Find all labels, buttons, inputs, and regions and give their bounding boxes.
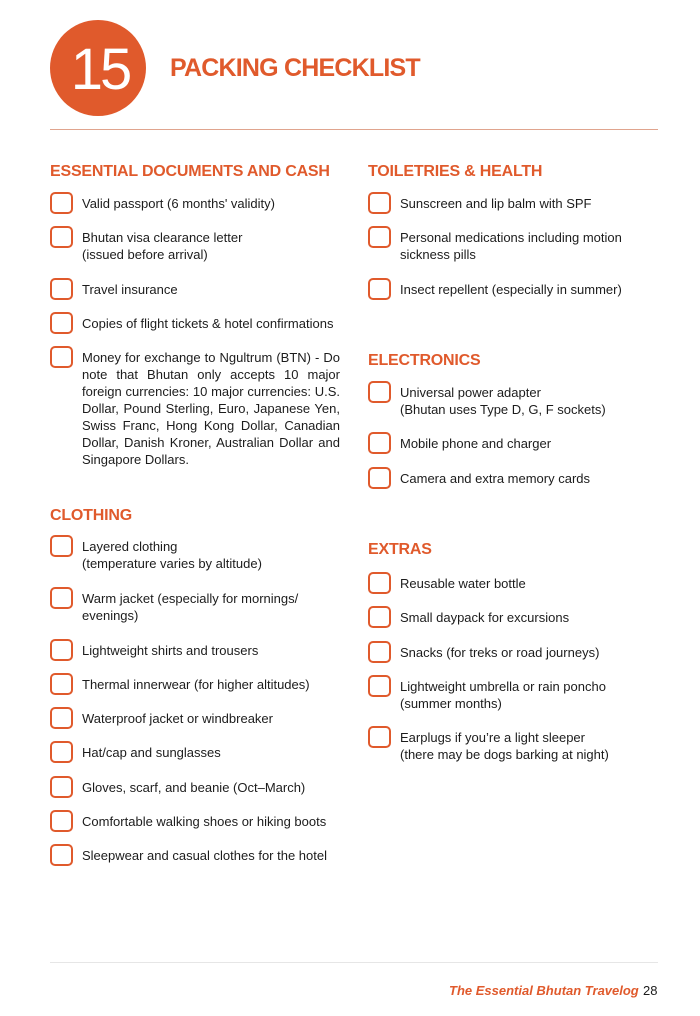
checklist-item-label: Insect repellent (especially in summer) — [400, 282, 622, 297]
checkbox[interactable] — [50, 673, 73, 695]
checklist-item-label: Earplugs if you’re a light sleeper (there may be dogs barking at night) — [400, 730, 609, 762]
checklist-item-label: Sleepwear and casual clothes for the hotel — [82, 848, 327, 863]
checklist-item-label: Camera and extra memory cards — [400, 471, 591, 486]
checkbox[interactable] — [50, 226, 73, 248]
checklist-item-label: Money for exchange to Ngultrum (BTN) - Do note that Bhutan only accepts 10 major foreign currencies: 10 major currencies: U.S. Dollar, Pound Sterling, Euro, Japanese Yen, Swiss Franc, Hong Kong Dollar, Canadian Dollar, Danish Kroner, Australian Dollar and Singapore Dollars. — [82, 350, 340, 467]
checklist-item-label: Comfortable walking shoes or hiking boots — [82, 814, 327, 829]
checkbox[interactable] — [50, 192, 73, 214]
checklist-item-label: Travel insurance — [82, 282, 178, 297]
checklist-item — [368, 675, 645, 712]
checklist-item-label: Small daypack for excursions — [400, 610, 570, 625]
header-divider — [50, 129, 658, 130]
section-heading-toiletries: TOILETRIES & HEALTH — [368, 163, 543, 180]
checkbox[interactable] — [368, 278, 391, 300]
footer-book-title: The Essential Bhutan Travelog — [449, 983, 639, 998]
checklist-item-label: Lightweight umbrella or rain poncho (summer months) — [400, 679, 606, 711]
checklist-item-label: Gloves, scarf, and beanie (Oct–March) — [82, 780, 306, 795]
checklist-item-label: Hat/cap and sunglasses — [82, 745, 221, 760]
checklist-item — [50, 312, 340, 334]
checkbox[interactable] — [368, 432, 391, 454]
checkbox[interactable] — [50, 639, 73, 661]
checkbox[interactable] — [368, 226, 391, 248]
checkbox[interactable] — [368, 606, 391, 628]
checklist-item-label: Reusable water bottle — [400, 576, 526, 591]
checklist-item — [50, 810, 340, 832]
section-heading-clothing: CLOTHING — [50, 507, 132, 524]
checklist-item — [50, 278, 340, 300]
checklist-item — [50, 346, 340, 468]
checklist-item-label: Valid passport (6 months' validity) — [82, 196, 275, 211]
checklist-item-label: Copies of flight tickets & hotel confirmations — [82, 316, 334, 331]
section-heading-electronics: ELECTRONICS — [368, 352, 481, 369]
checklist-item-label: Lightweight shirts and trousers — [82, 643, 259, 658]
checklist-item — [50, 741, 340, 763]
checklist-item — [50, 776, 340, 798]
checklist-item-label: Bhutan visa clearance letter (issued before arrival) — [82, 230, 243, 262]
checkbox[interactable] — [368, 381, 391, 403]
checkbox[interactable] — [50, 278, 73, 300]
checklist-item-label: Layered clothing (temperature varies by altitude) — [82, 539, 262, 571]
checkbox[interactable] — [368, 641, 391, 663]
checkbox[interactable] — [368, 467, 391, 489]
page-title: PACKING CHECKLIST — [170, 54, 420, 82]
checklist-item-label: Thermal innerwear (for higher altitudes) — [82, 677, 310, 692]
checklist-item — [368, 432, 645, 454]
checklist-item-label: Waterproof jacket or windbreaker — [82, 711, 273, 726]
checklist-item — [50, 844, 340, 866]
checkbox[interactable] — [368, 675, 391, 697]
checkbox[interactable] — [368, 192, 391, 214]
checklist-item — [368, 381, 645, 418]
checklist-item — [368, 192, 645, 214]
checklist-item-label: Sunscreen and lip balm with SPF — [400, 196, 592, 211]
checklist-item — [50, 587, 340, 624]
checklist-item-label: Universal power adapter (Bhutan uses Type D, G, F sockets) — [400, 385, 606, 417]
checklist-item-label: Mobile phone and charger — [400, 436, 552, 451]
chapter-number-badge: 15 — [50, 20, 146, 116]
checklist-item — [50, 673, 340, 695]
checkbox[interactable] — [50, 844, 73, 866]
section-heading-documents: ESSENTIAL DOCUMENTS AND CASH — [50, 163, 330, 180]
checklist-item — [368, 226, 645, 263]
checkbox[interactable] — [368, 726, 391, 748]
checklist-item — [368, 278, 645, 300]
checklist-item — [368, 726, 645, 763]
checklist-item — [368, 467, 645, 489]
checklist-item — [50, 707, 340, 729]
checkbox[interactable] — [50, 587, 73, 609]
checklist-item — [50, 192, 340, 214]
checklist-item — [50, 226, 340, 263]
footer-divider — [50, 962, 658, 963]
checkbox[interactable] — [50, 346, 73, 368]
checklist-item-label: Warm jacket (especially for mornings/ evenings) — [82, 591, 299, 623]
checklist-item-label: Snacks (for treks or road journeys) — [400, 645, 600, 660]
checklist-item — [368, 641, 645, 663]
checklist-item — [50, 639, 340, 661]
checkbox[interactable] — [50, 535, 73, 557]
section-heading-extras: EXTRAS — [368, 541, 432, 558]
checkbox[interactable] — [50, 810, 73, 832]
checklist-item-label: Personal medications including motion sickness pills — [400, 230, 622, 262]
checklist-item — [50, 535, 340, 572]
checklist-item — [368, 606, 645, 628]
page-number: 28 — [643, 983, 658, 998]
checkbox[interactable] — [50, 776, 73, 798]
checkbox[interactable] — [50, 707, 73, 729]
checklist-item — [368, 572, 645, 594]
checkbox[interactable] — [50, 741, 73, 763]
checkbox[interactable] — [50, 312, 73, 334]
checkbox[interactable] — [368, 572, 391, 594]
